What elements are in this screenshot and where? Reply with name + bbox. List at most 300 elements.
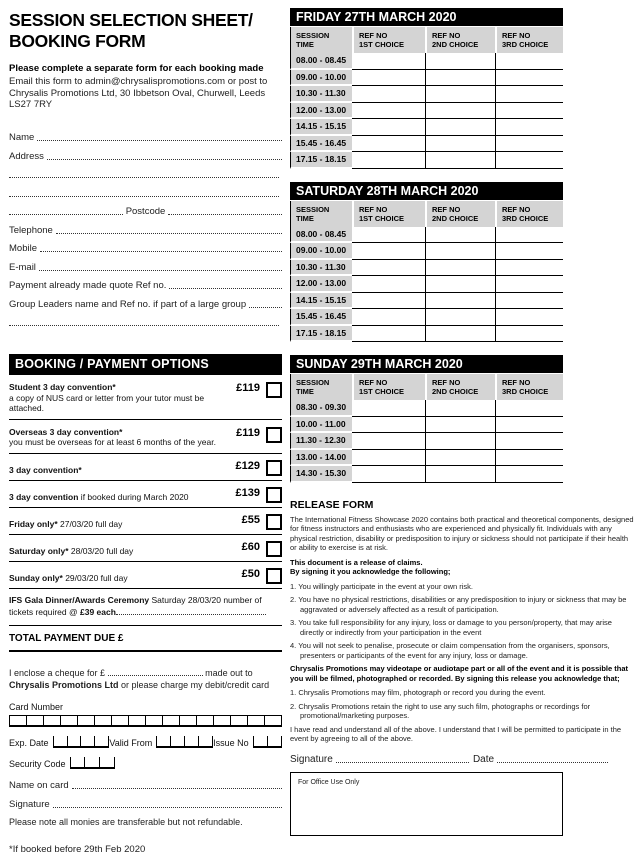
gala-dinner-row [9, 589, 282, 626]
field-fill-line[interactable] [39, 270, 282, 271]
session-table-title: SATURDAY 28TH MARCH 2020 [290, 182, 563, 200]
field-fill-line[interactable] [9, 196, 279, 197]
session-row [290, 309, 563, 326]
option-text [9, 546, 242, 557]
release-list-item: 1. Chrysalis Promotions may film, photograph or record you during the event. [290, 688, 546, 697]
session-row [290, 243, 563, 260]
option-price-group [236, 382, 282, 398]
cheque-text-mid: made out to [202, 667, 253, 678]
card-digit-cell[interactable] [145, 716, 162, 725]
ref-no-3rd-choice-cell[interactable] [495, 136, 563, 153]
ref-no-1st-choice-cell[interactable] [352, 53, 425, 70]
card-digit-cell[interactable] [60, 716, 77, 725]
option-price-group [242, 568, 282, 584]
card-digit-cell[interactable] [179, 716, 196, 725]
ref-no-3rd-choice-cell[interactable] [495, 227, 563, 244]
session-time-cell: 13.00 - 14.00 [290, 450, 352, 467]
office-use-box [290, 772, 563, 836]
session-table-header-cell [425, 374, 495, 400]
card-digit-cell[interactable] [111, 716, 128, 725]
option-title-bold: 3 day convention [9, 492, 79, 502]
ref-no-2nd-choice-cell[interactable] [425, 400, 495, 417]
session-table [290, 8, 563, 169]
booking-option-row [9, 420, 282, 454]
card-digit-cell[interactable] [264, 716, 282, 725]
card-digit-cell[interactable] [77, 716, 94, 725]
ref-no-3rd-choice-cell[interactable] [495, 119, 563, 136]
form-field-row [9, 143, 282, 162]
ref-no-3rd-choice-cell[interactable] [495, 417, 563, 434]
option-title-bold: Sunday only* [9, 573, 63, 583]
ref-no-1st-choice-cell[interactable] [352, 227, 425, 244]
session-time-cell: 08.30 - 09.30 [290, 400, 352, 417]
page-title-line1: SESSION SELECTION SHEET/ [9, 10, 253, 30]
issue-no-field[interactable] [253, 736, 282, 748]
option-price: £129 [235, 459, 260, 472]
option-title-bold: 3 day convention* [9, 465, 82, 475]
session-row [290, 450, 563, 467]
ref-no-1st-choice-cell[interactable] [352, 152, 425, 169]
option-text [9, 573, 242, 584]
field-label: Group Leaders name and Ref no. if part of a large group [9, 298, 247, 310]
session-time-cell: 10.30 - 11.30 [290, 260, 352, 277]
ref-no-1st-choice-cell[interactable] [352, 243, 425, 260]
session-table-header-cell [290, 27, 352, 53]
card-digit-cell[interactable] [162, 716, 179, 725]
session-table-header-row [290, 27, 563, 53]
card-digit-cell[interactable] [184, 736, 198, 746]
card-number-label: Card Number [9, 701, 64, 712]
option-title-bold: Saturday only* [9, 546, 69, 556]
session-table-header-row [290, 201, 563, 227]
exp-date-label: Exp. Date [9, 737, 49, 748]
form-field-row [9, 291, 282, 310]
option-title-bold: Student 3 day convention* [9, 382, 116, 392]
option-price: £139 [235, 486, 260, 499]
release-final-paragraph: I have read and understand all of the above. I understand that I will be permitted to participate in the event by agreeing to all of the above. [290, 724, 622, 743]
session-time-cell: 15.45 - 16.45 [290, 136, 352, 153]
booking-options-header: BOOKING / PAYMENT OPTIONS [9, 354, 282, 375]
session-time-cell: 14.15 - 15.15 [290, 293, 352, 310]
session-row [290, 152, 563, 169]
name-on-card-row [9, 773, 282, 792]
release-signature-line[interactable] [336, 762, 469, 763]
header-line2: 1ST CHOICE [359, 213, 405, 223]
booking-option-row [9, 535, 282, 562]
card-digit-cell[interactable] [156, 736, 170, 746]
card-digit-cell[interactable] [253, 736, 267, 746]
card-digit-cell[interactable] [53, 736, 67, 746]
office-use-label: For Office Use Only [298, 778, 360, 786]
option-title-bold: Friday only* [9, 519, 58, 529]
field-label: Name [9, 132, 35, 143]
ref-no-2nd-choice-cell[interactable] [425, 152, 495, 169]
refund-note: Please note all monies are transferable but not refundable. [9, 816, 243, 827]
release-claims-bold-line1: This document is a release of claims. [290, 557, 423, 567]
release-claims-bold-line2: By signing it you acknowledge the following; [290, 567, 451, 576]
ref-no-1st-choice-cell[interactable] [352, 309, 425, 326]
session-row [290, 400, 563, 417]
ref-no-2nd-choice-cell[interactable] [425, 243, 495, 260]
session-time-cell: 09.00 - 10.00 [290, 243, 352, 260]
booking-option-row [9, 454, 282, 481]
header-line1: SESSION [296, 204, 330, 214]
release-list-item: 1. You willingly participate in the event at your own risk. [290, 581, 474, 591]
ref-no-3rd-choice-cell[interactable] [495, 103, 563, 120]
card-digit-cell[interactable] [196, 716, 213, 725]
header-line1: REF NO [359, 31, 388, 40]
field-label: Mobile [9, 243, 37, 254]
ref-no-3rd-choice-cell[interactable] [495, 53, 563, 70]
ref-no-2nd-choice-cell[interactable] [425, 53, 495, 70]
option-text [9, 465, 236, 476]
session-time-cell: 14.30 - 15.30 [290, 466, 352, 483]
cheque-payee-bold: Chrysalis Promotions Ltd [9, 680, 119, 690]
ref-no-3rd-choice-cell[interactable] [495, 309, 563, 326]
release-date-label: Date [472, 753, 495, 765]
card-digit-cell[interactable] [230, 716, 247, 725]
header-line1: SESSION [296, 31, 330, 40]
option-title-rest: if booked during March 2020 [78, 492, 189, 502]
session-table [290, 355, 563, 483]
field-fill-line[interactable] [168, 214, 282, 215]
header-line1: REF NO [502, 204, 531, 214]
left-column [9, 10, 282, 855]
ref-no-3rd-choice-cell[interactable] [495, 243, 563, 260]
card-digit-cell[interactable] [267, 736, 282, 746]
booking-footnote: *If booked before 29th Feb 2020 [9, 843, 146, 855]
form-field-row [9, 273, 282, 292]
header-line1: REF NO [502, 378, 531, 387]
header-line1: REF NO [359, 204, 388, 214]
ref-no-1st-choice-cell[interactable] [352, 293, 425, 310]
ref-no-1st-choice-cell[interactable] [352, 450, 425, 467]
session-table-header-cell [290, 201, 352, 227]
ref-no-2nd-choice-cell[interactable] [425, 70, 495, 87]
ref-no-2nd-choice-cell[interactable] [425, 86, 495, 103]
ref-no-2nd-choice-cell[interactable] [425, 227, 495, 244]
option-checkbox[interactable] [266, 568, 282, 584]
gala-tickets-line[interactable] [116, 607, 266, 615]
option-checkbox[interactable] [266, 487, 282, 503]
option-subtitle: a copy of NUS card or letter from your tutor must be attached. [9, 392, 205, 413]
field-fill-line[interactable] [9, 177, 279, 178]
ref-no-1st-choice-cell[interactable] [352, 417, 425, 434]
header-line1: REF NO [432, 31, 461, 40]
ref-no-2nd-choice-cell[interactable] [425, 103, 495, 120]
field-fill-line[interactable] [40, 251, 282, 252]
session-row [290, 119, 563, 136]
ref-no-3rd-choice-cell[interactable] [495, 70, 563, 87]
ref-no-1st-choice-cell[interactable] [352, 433, 425, 450]
ref-no-1st-choice-cell[interactable] [352, 70, 425, 87]
ref-no-1st-choice-cell[interactable] [352, 466, 425, 483]
ref-no-1st-choice-cell[interactable] [352, 119, 425, 136]
form-field-row [9, 162, 282, 181]
booking-options-list [9, 375, 282, 589]
session-time-cell: 08.00 - 08.45 [290, 227, 352, 244]
total-payment-row: TOTAL PAYMENT DUE £ [9, 626, 282, 652]
session-time-cell: 17.15 - 18.15 [290, 152, 352, 169]
session-time-cell: 08.00 - 08.45 [290, 53, 352, 70]
security-code-row [9, 757, 282, 769]
option-price: £119 [236, 426, 260, 439]
release-media-bold: Chrysalis Promotions may videotape or audiotape part or all of the event and it is possible that you will be filmed, photographed or recorded. By signing this release you acknowledge that; [290, 664, 628, 683]
ref-no-2nd-choice-cell[interactable] [425, 136, 495, 153]
ref-no-3rd-choice-cell[interactable] [495, 450, 563, 467]
card-digit-cell[interactable] [198, 736, 213, 746]
card-digit-cell[interactable] [170, 736, 184, 746]
intro-bold-text: Please complete a separate form for each booking made [9, 63, 264, 74]
ref-no-2nd-choice-cell[interactable] [425, 260, 495, 277]
option-price-group [236, 487, 282, 503]
page-title [9, 10, 282, 52]
card-signature-line[interactable] [53, 807, 282, 808]
session-row [290, 103, 563, 120]
release-list-item: 2. You have no physical restrictions, disabilities or any predisposition to injury or sickness that may be aggravated or adversely affected as a result of participation. [290, 595, 627, 614]
option-checkbox[interactable] [266, 541, 282, 557]
session-time-cell: 11.30 - 12.30 [290, 433, 352, 450]
contact-fields [9, 125, 282, 329]
card-digit-cell[interactable] [128, 716, 145, 725]
header-line2: 2ND CHOICE [432, 213, 479, 223]
card-digit-cell[interactable] [9, 716, 26, 725]
exp-date-field[interactable] [53, 736, 110, 748]
card-signature-label: Signature [9, 798, 50, 810]
form-field-row [9, 310, 282, 329]
session-table-header-cell [290, 374, 352, 400]
ref-no-1st-choice-cell[interactable] [352, 276, 425, 293]
option-title-rest: 28/03/20 full day [68, 546, 134, 556]
card-digit-cell[interactable] [99, 757, 115, 767]
option-price: £50 [241, 567, 260, 580]
header-line2: 1ST CHOICE [359, 387, 405, 396]
card-digit-cell[interactable] [213, 716, 230, 725]
release-signature-label: Signature [290, 753, 333, 765]
session-row [290, 86, 563, 103]
booking-option-row [9, 375, 282, 420]
card-digit-cell[interactable] [67, 736, 81, 746]
field-fill-line[interactable] [249, 307, 282, 308]
field-label: Postcode [125, 206, 166, 217]
ref-no-2nd-choice-cell[interactable] [425, 293, 495, 310]
release-list-item: 2. Chrysalis Promotions retain the right to use any such film, photographs or recordings for promotional/marketing purposes. [290, 701, 591, 720]
intro-text: Email this form to admin@chrysalispromotions.com or post to Chrysalis Promotions Ltd, 30 Ibbetson Oval, Churwell, Leeds LS27 7RY [9, 76, 268, 110]
header-line2: 3RD CHOICE [502, 387, 549, 396]
session-row [290, 293, 563, 310]
option-text [9, 382, 236, 414]
session-time-cell: 12.00 - 13.00 [290, 276, 352, 293]
ref-no-2nd-choice-cell[interactable] [425, 119, 495, 136]
session-time-cell: 09.00 - 10.00 [290, 70, 352, 87]
ref-no-2nd-choice-cell[interactable] [425, 417, 495, 434]
field-label: E-mail [9, 261, 36, 273]
header-line1: SESSION [296, 378, 330, 387]
form-field-row [9, 217, 282, 236]
session-table-header-cell [352, 27, 425, 53]
form-field-row [9, 199, 282, 218]
session-time-cell: 15.45 - 16.45 [290, 309, 352, 326]
release-form-heading: RELEASE FORM [290, 498, 374, 511]
valid-from-label: Valid From [109, 737, 153, 748]
gala-label-bold: IFS Gala Dinner/Awards Ceremony [9, 594, 150, 605]
ref-no-2nd-choice-cell[interactable] [425, 276, 495, 293]
ref-no-1st-choice-cell[interactable] [352, 260, 425, 277]
session-table-header-cell [425, 201, 495, 227]
form-field-row [9, 254, 282, 273]
name-on-card-line[interactable] [72, 788, 282, 789]
session-row [290, 260, 563, 277]
card-digit-cell[interactable] [84, 757, 99, 767]
card-digit-cell[interactable] [247, 716, 264, 725]
session-tables [290, 8, 608, 483]
option-text [9, 492, 236, 503]
release-date-line[interactable] [497, 762, 608, 763]
header-line2: TIME [296, 213, 314, 223]
card-digit-cell[interactable] [80, 736, 94, 746]
option-title-bold: Overseas 3 day convention* [9, 426, 123, 437]
name-on-card-label: Name on card [9, 780, 69, 791]
form-field-row [9, 125, 282, 144]
session-row [290, 326, 563, 343]
header-line1: REF NO [432, 378, 461, 387]
ref-no-2nd-choice-cell[interactable] [425, 309, 495, 326]
booking-option-row [9, 562, 282, 589]
session-table-header-row [290, 374, 563, 400]
right-column [290, 8, 634, 836]
booking-option-row [9, 508, 282, 535]
issue-no-label: Issue No [213, 737, 249, 748]
cheque-text-pre: I enclose a cheque for £ [9, 667, 108, 678]
option-price-group [236, 460, 282, 476]
page-title-line2: BOOKING FORM [9, 31, 146, 51]
ref-no-3rd-choice-cell[interactable] [495, 86, 563, 103]
card-digit-cell[interactable] [94, 716, 111, 725]
card-digit-cell[interactable] [70, 757, 85, 767]
card-digit-cell[interactable] [43, 716, 60, 725]
ref-no-2nd-choice-cell[interactable] [425, 466, 495, 483]
header-line1: REF NO [502, 31, 531, 40]
ref-no-1st-choice-cell[interactable] [352, 400, 425, 417]
option-text [9, 427, 236, 448]
field-fill-line[interactable] [169, 288, 282, 289]
session-row [290, 417, 563, 434]
option-checkbox[interactable] [266, 382, 282, 398]
ref-no-3rd-choice-cell[interactable] [495, 293, 563, 310]
ref-no-3rd-choice-cell[interactable] [495, 276, 563, 293]
header-line1: REF NO [359, 378, 388, 387]
field-fill-line[interactable] [47, 159, 282, 160]
option-checkbox[interactable] [266, 514, 282, 530]
release-list-item: 3. You take full responsibility for any injury, loss or damage to you person/property, that may arise directly or indirectly from your participation in the event [290, 618, 612, 637]
ref-no-1st-choice-cell[interactable] [352, 136, 425, 153]
ref-no-1st-choice-cell[interactable] [352, 103, 425, 120]
header-line2: TIME [296, 387, 314, 396]
session-table-header-cell [495, 201, 563, 227]
cheque-instruction [9, 667, 282, 692]
header-line2: 2ND CHOICE [432, 387, 479, 396]
ref-no-3rd-choice-cell[interactable] [495, 466, 563, 483]
ref-no-2nd-choice-cell[interactable] [425, 450, 495, 467]
security-code-field[interactable] [70, 757, 115, 769]
option-title-rest: 29/03/20 full day [62, 573, 128, 583]
ref-no-3rd-choice-cell[interactable] [495, 400, 563, 417]
field-label: Telephone [9, 224, 53, 236]
session-time-cell: 10.00 - 11.00 [290, 417, 352, 434]
gala-price-bold: £39 each [80, 607, 116, 617]
card-number-field[interactable] [9, 715, 282, 727]
option-price: £60 [241, 540, 260, 553]
session-time-cell: 12.00 - 13.00 [290, 103, 352, 120]
field-fill-line[interactable] [9, 214, 123, 215]
session-row [290, 227, 563, 244]
option-checkbox[interactable] [266, 427, 282, 443]
field-fill-line[interactable] [9, 325, 279, 326]
session-table-header-cell [352, 201, 425, 227]
release-claims-list [290, 582, 635, 661]
ref-no-3rd-choice-cell[interactable] [495, 260, 563, 277]
option-checkbox[interactable] [266, 460, 282, 476]
session-table-header-cell [352, 374, 425, 400]
field-label: Payment already made quote Ref no. [9, 280, 167, 291]
ref-no-1st-choice-cell[interactable] [352, 86, 425, 103]
card-dates-row [9, 736, 282, 748]
option-text [9, 519, 242, 530]
release-media-list [290, 688, 635, 721]
option-price-group [242, 514, 282, 530]
header-line2: 3RD CHOICE [502, 40, 549, 49]
session-row [290, 466, 563, 483]
option-price: £119 [236, 382, 260, 394]
session-time-cell: 17.15 - 18.15 [290, 326, 352, 343]
option-price-group [242, 541, 282, 557]
session-table-header-cell [425, 27, 495, 53]
security-code-label: Security Code [9, 758, 66, 769]
option-price-group [236, 427, 282, 443]
release-form-section [290, 499, 635, 744]
session-row [290, 136, 563, 153]
card-digit-cell[interactable] [94, 736, 109, 746]
ref-no-3rd-choice-cell[interactable] [495, 326, 563, 343]
cheque-text-post: or please charge my debit/credit card [118, 680, 270, 690]
ref-no-1st-choice-cell[interactable] [352, 326, 425, 343]
release-intro-paragraph: The International Fitness Showcase 2020 contains both practical and theoretical components, designed for fitness instructors and enthusiasts who are experienced and physically fit. Individuals with any physical restriction, disability or predisposition to injury or sickness should not participate if their health or ability to exercise is at risk. [290, 514, 634, 552]
gala-label-mid: Saturday 28/03/20 number of tickets required @ [9, 594, 262, 617]
header-line2: TIME [296, 40, 314, 49]
session-row [290, 53, 563, 70]
session-time-cell: 14.15 - 15.15 [290, 119, 352, 136]
session-table [290, 182, 563, 343]
session-table-header-cell [495, 27, 563, 53]
ref-no-2nd-choice-cell[interactable] [425, 326, 495, 343]
session-row [290, 433, 563, 450]
valid-from-field[interactable] [156, 736, 213, 748]
option-subtitle: you must be overseas for at least 6 months of the year. [9, 437, 216, 447]
field-fill-line[interactable] [37, 140, 282, 141]
session-table-header-cell [495, 374, 563, 400]
header-line2: 1ST CHOICE [359, 40, 405, 49]
field-fill-line[interactable] [56, 233, 282, 234]
session-table-title: FRIDAY 27TH MARCH 2020 [290, 8, 563, 26]
ref-no-2nd-choice-cell[interactable] [425, 433, 495, 450]
cheque-amount-line[interactable] [108, 668, 203, 676]
card-digit-cell[interactable] [26, 716, 43, 725]
ref-no-3rd-choice-cell[interactable] [495, 152, 563, 169]
form-field-row [9, 236, 282, 255]
header-line1: REF NO [432, 204, 461, 214]
ref-no-3rd-choice-cell[interactable] [495, 433, 563, 450]
release-list-item: 4. You will not seek to penalise, prosecute or claim compensation from the organisers, sponsors, presenters or participants of the event for any injury, loss or damage. [290, 641, 610, 660]
